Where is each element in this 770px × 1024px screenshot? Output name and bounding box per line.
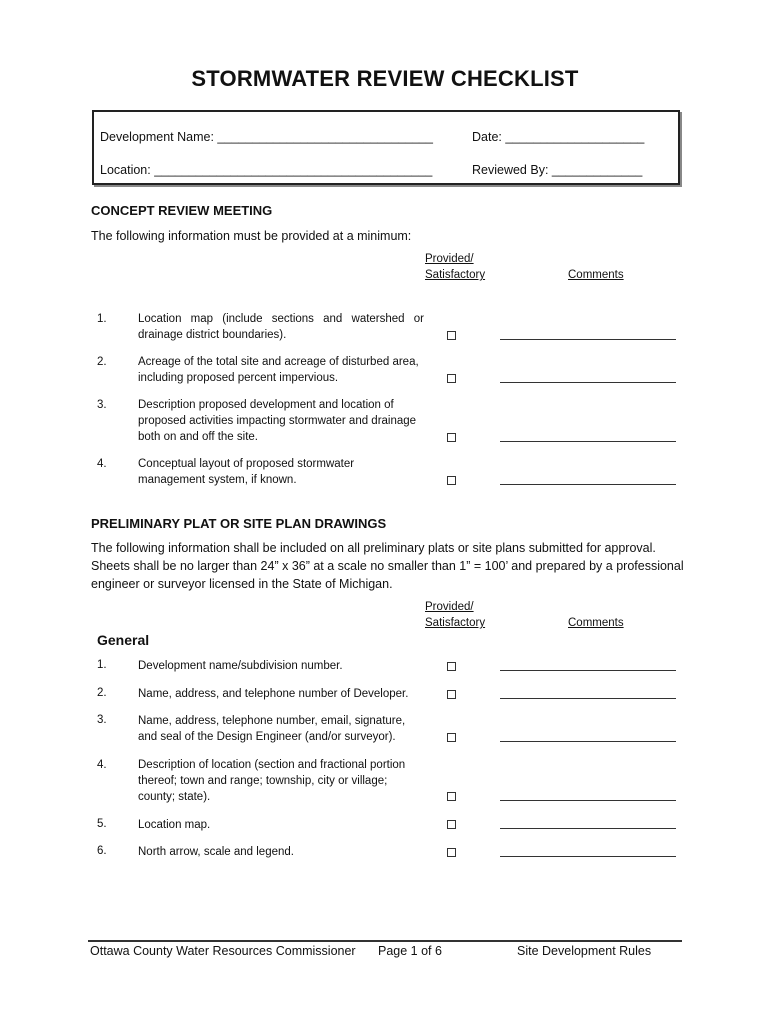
page-title: STORMWATER REVIEW CHECKLIST xyxy=(191,66,579,91)
concept-col-comments: Comments xyxy=(568,269,624,281)
list-item-text: Acreage of the total site and acreage of disturbed area, including proposed percent impervious. xyxy=(138,356,419,384)
provided-checkbox[interactable] xyxy=(447,690,456,699)
date-field[interactable]: Date: ____________________ xyxy=(472,130,645,144)
list-item-number: 3. xyxy=(97,714,107,726)
list-item-text: Location map. xyxy=(138,819,211,831)
prelim-col-provided-line2: Satisfactory xyxy=(425,617,486,629)
list-item-text: Location map (include sections and watershed or drainage district boundaries). xyxy=(138,313,424,341)
list-item-number: 1. xyxy=(97,659,107,671)
footer-page-number: Page 1 of 6 xyxy=(378,944,442,958)
list-item-number: 4. xyxy=(97,759,107,771)
footer-right: Site Development Rules xyxy=(517,944,652,958)
provided-checkbox[interactable] xyxy=(447,792,456,801)
list-item-number: 2. xyxy=(97,356,107,368)
list-item-number: 3. xyxy=(97,399,107,411)
reviewed-by-field[interactable]: Reviewed By: _____________ xyxy=(472,163,643,177)
prelim-intro-line2: Sheets shall be no larger than 24” x 36” at a scale no smaller than 1” = 100’ and prepared by a professional xyxy=(91,559,684,573)
comments-line[interactable] xyxy=(500,670,676,671)
provided-checkbox[interactable] xyxy=(447,476,456,485)
concept-col-provided-line2: Satisfactory xyxy=(425,269,486,281)
prelim-col-provided-line1: Provided/ xyxy=(425,601,474,613)
comments-line[interactable] xyxy=(500,484,676,485)
development-name-field[interactable]: Development Name: _______________________________ xyxy=(100,130,433,144)
concept-intro: The following information must be provided at a minimum: xyxy=(91,229,412,243)
list-item-text: Development name/subdivision number. xyxy=(138,660,343,672)
footer-rule xyxy=(88,940,682,942)
list-item-number: 6. xyxy=(97,845,107,857)
provided-checkbox[interactable] xyxy=(447,733,456,742)
list-item-text: Description proposed development and location of proposed activities impacting stormwater and drainage both on and off the site. xyxy=(138,399,417,443)
provided-checkbox[interactable] xyxy=(447,848,456,857)
list-item-text: North arrow, scale and legend. xyxy=(138,846,294,858)
prelim-heading: PRELIMINARY PLAT OR SITE PLAN DRAWINGS xyxy=(91,516,387,531)
list-item-number: 4. xyxy=(97,458,107,470)
provided-checkbox[interactable] xyxy=(447,374,456,383)
prelim-col-comments: Comments xyxy=(568,617,624,629)
provided-checkbox[interactable] xyxy=(447,331,456,340)
comments-line[interactable] xyxy=(500,800,676,801)
general-subheading: General xyxy=(97,632,150,648)
footer-left: Ottawa County Water Resources Commissioner xyxy=(90,944,356,958)
comments-line[interactable] xyxy=(500,856,676,857)
provided-checkbox[interactable] xyxy=(447,433,456,442)
location-field[interactable]: Location: ________________________________________ xyxy=(100,163,433,177)
list-item-number: 2. xyxy=(97,687,107,699)
list-item-text: Name, address, telephone number, email, signature, and seal of the Design Engineer (and/or surveyor). xyxy=(138,715,406,743)
comments-line[interactable] xyxy=(500,741,676,742)
list-item-number: 5. xyxy=(97,818,107,830)
list-item-text: Name, address, and telephone number of Developer. xyxy=(138,688,409,700)
list-item-text: Description of location (section and fractional portion thereof; town and range; township, city or village; county; state). xyxy=(138,759,406,803)
list-item-text: Conceptual layout of proposed stormwater management system, if known. xyxy=(138,458,355,486)
concept-col-provided-line1: Provided/ xyxy=(425,253,474,265)
comments-line[interactable] xyxy=(500,441,676,442)
comments-line[interactable] xyxy=(500,339,676,340)
concept-heading: CONCEPT REVIEW MEETING xyxy=(91,203,273,218)
provided-checkbox[interactable] xyxy=(447,662,456,671)
comments-line[interactable] xyxy=(500,828,676,829)
prelim-intro-line1: The following information shall be included on all preliminary plats or site plans submitted for approval. xyxy=(91,541,656,555)
comments-line[interactable] xyxy=(500,698,676,699)
provided-checkbox[interactable] xyxy=(447,820,456,829)
list-item-number: 1. xyxy=(97,313,107,325)
prelim-intro-line3: engineer or surveyor licensed in the State of Michigan. xyxy=(91,577,393,591)
comments-line[interactable] xyxy=(500,382,676,383)
